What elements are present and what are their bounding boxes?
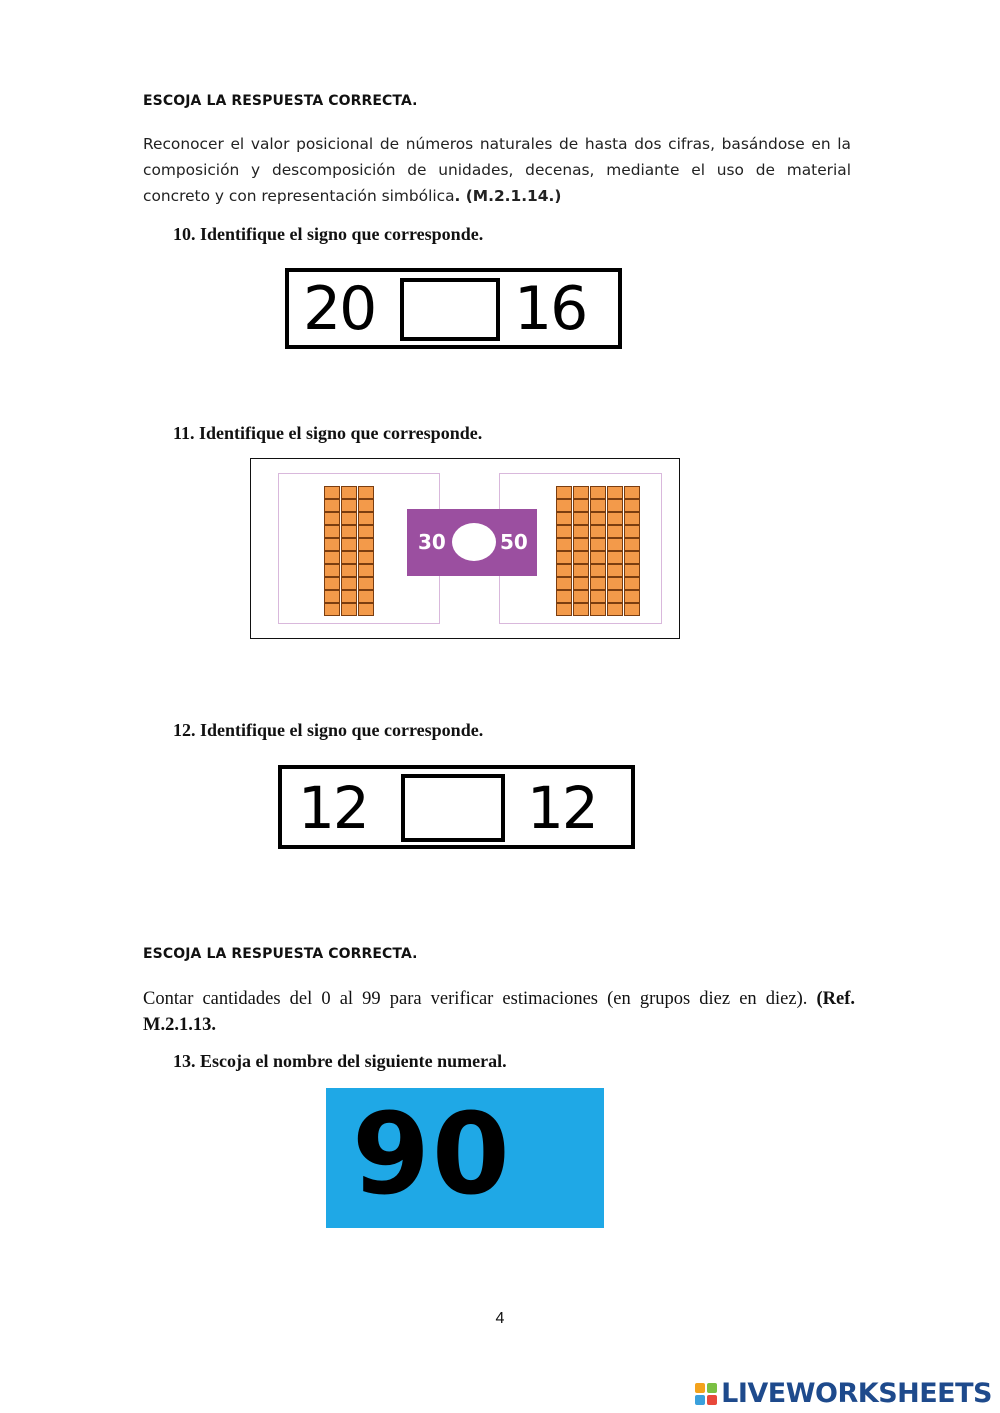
question-11-label: 11. Identifique el signo que corresponde. <box>173 423 483 443</box>
objective-paragraph-2 <box>143 986 855 1038</box>
page-number: 4 <box>495 1310 505 1327</box>
q13-numeral-card <box>326 1088 604 1228</box>
question-12-label: 12. Identifique el signo que corresponde. <box>173 720 484 740</box>
tens-rod <box>573 486 589 616</box>
tens-rod <box>341 486 357 616</box>
q10-comparison-box <box>285 268 622 349</box>
liveworksheets-logo-icon <box>695 1383 717 1405</box>
objective-text-1: Reconocer el valor posicional de números naturales de hasta dos cifras, basándose en la composición y descomposición de unidades, decenas, mediante el uso de material concreto y con representación simbólica <box>143 135 851 205</box>
q10-left-number: 20 <box>303 274 376 344</box>
tens-rod <box>624 486 640 616</box>
question-13-label: 13. Escoja el nombre del siguiente numeral. <box>173 1051 507 1071</box>
brand-name: LIVEWORKSHEETS <box>721 1378 992 1409</box>
q11-number-card <box>407 509 537 576</box>
section-heading-2: ESCOJA LA RESPUESTA CORRECTA. <box>143 946 418 962</box>
q11-blocks-frame <box>250 458 680 639</box>
brand-watermark <box>695 1378 992 1409</box>
section-heading-1: ESCOJA LA RESPUESTA CORRECTA. <box>143 93 418 109</box>
q12-comparison-box <box>278 765 635 849</box>
q10-answer-box[interactable] <box>400 278 500 341</box>
q10-right-number: 16 <box>514 274 587 344</box>
tens-rod <box>607 486 623 616</box>
tens-rod <box>556 486 572 616</box>
tens-rod <box>358 486 374 616</box>
objective-ref-1: . (M.2.1.14.) <box>454 187 562 205</box>
q12-answer-box[interactable] <box>401 774 505 842</box>
objective-text-2: Contar cantidades del 0 al 99 para verificar estimaciones (en grupos diez en diez). <box>143 989 817 1009</box>
tens-rod <box>590 486 606 616</box>
q11-answer-oval[interactable] <box>452 523 496 561</box>
q13-numeral: 90 <box>352 1090 512 1220</box>
q12-right-number: 12 <box>527 774 597 842</box>
q11-right-number: 50 <box>500 530 528 554</box>
q12-left-number: 12 <box>298 774 368 842</box>
question-10-label: 10. Identifique el signo que corresponde. <box>173 224 484 244</box>
tens-rod <box>324 486 340 616</box>
q11-left-number: 30 <box>418 530 446 554</box>
objective-ref-2: (Ref. M.2.1.13. <box>143 989 855 1035</box>
objective-paragraph-1 <box>143 131 851 209</box>
